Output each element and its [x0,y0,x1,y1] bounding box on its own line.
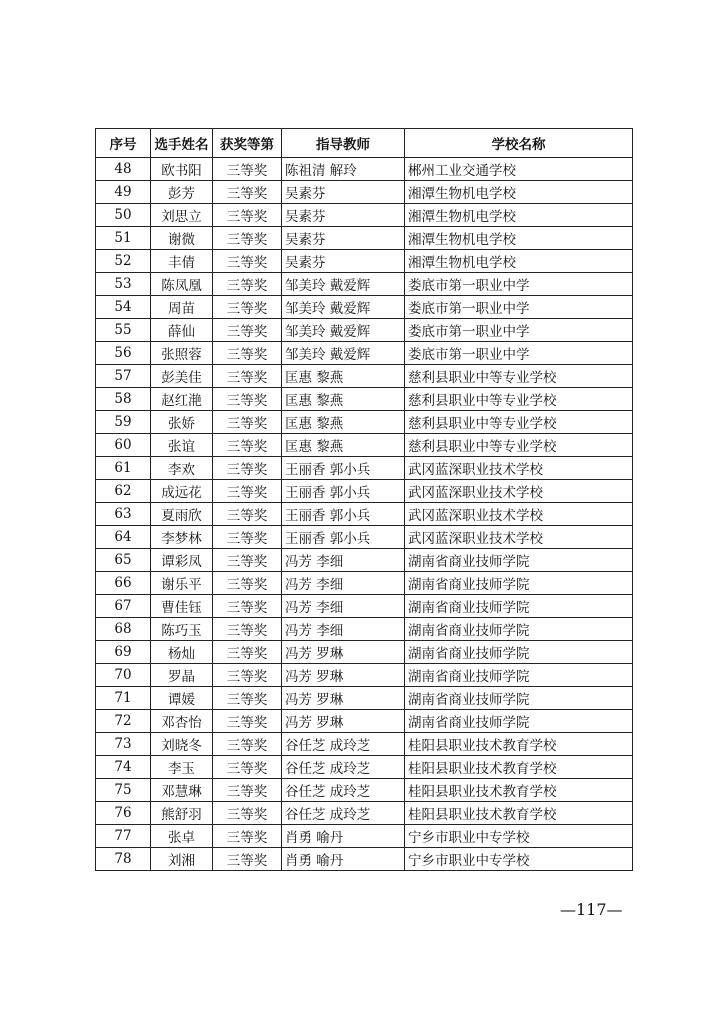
cell-award-level: 三等奖 [213,319,282,342]
cell-contestant-name: 刘湘 [151,848,213,871]
cell-index: 57 [96,365,151,388]
table-row [96,687,633,710]
cell-instructor: 冯芳 罗琳 [282,710,405,733]
cell-contestant-name: 邓杏怡 [151,710,213,733]
cell-index: 72 [96,710,151,733]
cell-award-level: 三等奖 [213,503,282,526]
cell-school-name: 宁乡市职业中专学校 [405,825,633,848]
table-row [96,296,633,319]
cell-index: 71 [96,687,151,710]
table-row [96,503,633,526]
cell-contestant-name: 邓慧琳 [151,779,213,802]
cell-index: 70 [96,664,151,687]
cell-award-level: 三等奖 [213,664,282,687]
table-row [96,779,633,802]
table-row [96,618,633,641]
cell-award-level: 三等奖 [213,365,282,388]
cell-school-name: 湖南省商业技师学院 [405,641,633,664]
cell-school-name: 湘潭生物机电学校 [405,227,633,250]
cell-instructor: 邹美玲 戴爱辉 [282,319,405,342]
table-row [96,756,633,779]
cell-contestant-name: 罗晶 [151,664,213,687]
cell-contestant-name: 熊舒羽 [151,802,213,825]
cell-school-name: 湖南省商业技师学院 [405,595,633,618]
cell-contestant-name: 刘晓冬 [151,733,213,756]
cell-contestant-name: 周苗 [151,296,213,319]
table-row [96,641,633,664]
cell-contestant-name: 陈凤凰 [151,273,213,296]
cell-award-level: 三等奖 [213,595,282,618]
cell-index: 54 [96,296,151,319]
header-school-name: 学校名称 [405,129,633,158]
cell-index: 64 [96,526,151,549]
table-row [96,457,633,480]
table-row [96,204,633,227]
table-row [96,342,633,365]
cell-index: 77 [96,825,151,848]
cell-school-name: 湖南省商业技师学院 [405,618,633,641]
cell-contestant-name: 谭彩凤 [151,549,213,572]
cell-contestant-name: 曹佳钰 [151,595,213,618]
table-row [96,273,633,296]
cell-index: 55 [96,319,151,342]
table-row [96,434,633,457]
cell-school-name: 湖南省商业技师学院 [405,572,633,595]
table-row [96,250,633,273]
cell-instructor: 匡惠 黎燕 [282,365,405,388]
cell-contestant-name: 谢乐平 [151,572,213,595]
cell-index: 69 [96,641,151,664]
cell-school-name: 湘潭生物机电学校 [405,181,633,204]
cell-school-name: 娄底市第一职业中学 [405,342,633,365]
cell-school-name: 娄底市第一职业中学 [405,296,633,319]
cell-instructor: 谷任芝 成玲芝 [282,756,405,779]
cell-contestant-name: 欧书阳 [151,158,213,181]
cell-index: 73 [96,733,151,756]
cell-contestant-name: 薛仙 [151,319,213,342]
cell-contestant-name: 丰倩 [151,250,213,273]
cell-school-name: 湖南省商业技师学院 [405,687,633,710]
cell-index: 48 [96,158,151,181]
cell-instructor: 匡惠 黎燕 [282,411,405,434]
cell-award-level: 三等奖 [213,549,282,572]
cell-instructor: 肖勇 喻丹 [282,825,405,848]
cell-instructor: 冯芳 罗琳 [282,664,405,687]
cell-index: 68 [96,618,151,641]
cell-award-level: 三等奖 [213,710,282,733]
cell-index: 61 [96,457,151,480]
cell-award-level: 三等奖 [213,457,282,480]
cell-instructor: 冯芳 李细 [282,549,405,572]
cell-school-name: 慈利县职业中等专业学校 [405,434,633,457]
cell-index: 60 [96,434,151,457]
cell-award-level: 三等奖 [213,779,282,802]
cell-index: 75 [96,779,151,802]
table-row [96,388,633,411]
cell-award-level: 三等奖 [213,687,282,710]
table-row [96,733,633,756]
cell-award-level: 三等奖 [213,250,282,273]
table-row [96,227,633,250]
cell-instructor: 吴素芬 [282,250,405,273]
cell-school-name: 湘潭生物机电学校 [405,204,633,227]
cell-contestant-name: 赵红滟 [151,388,213,411]
cell-school-name: 湖南省商业技师学院 [405,549,633,572]
cell-instructor: 冯芳 李细 [282,618,405,641]
cell-instructor: 谷任芝 成玲芝 [282,733,405,756]
cell-contestant-name: 成远花 [151,480,213,503]
cell-school-name: 慈利县职业中等专业学校 [405,388,633,411]
header-award-level: 获奖等第 [213,129,282,158]
cell-instructor: 邹美玲 戴爱辉 [282,273,405,296]
table-row [96,825,633,848]
table-row [96,572,633,595]
cell-instructor: 王丽香 郭小兵 [282,457,405,480]
cell-contestant-name: 张谊 [151,434,213,457]
table-header-row [96,129,633,158]
table-row [96,549,633,572]
cell-instructor: 匡惠 黎燕 [282,434,405,457]
cell-instructor: 匡惠 黎燕 [282,388,405,411]
cell-school-name: 武冈蓝深职业技术学校 [405,457,633,480]
cell-contestant-name: 张娇 [151,411,213,434]
cell-award-level: 三等奖 [213,733,282,756]
table-row [96,480,633,503]
cell-award-level: 三等奖 [213,204,282,227]
cell-contestant-name: 彭芳 [151,181,213,204]
table-body [96,158,633,871]
cell-award-level: 三等奖 [213,342,282,365]
cell-award-level: 三等奖 [213,825,282,848]
cell-award-level: 三等奖 [213,848,282,871]
cell-index: 50 [96,204,151,227]
cell-school-name: 桂阳县职业技术教育学校 [405,779,633,802]
cell-school-name: 桂阳县职业技术教育学校 [405,802,633,825]
cell-index: 56 [96,342,151,365]
cell-instructor: 王丽香 郭小兵 [282,526,405,549]
table-row [96,710,633,733]
cell-index: 49 [96,181,151,204]
cell-index: 63 [96,503,151,526]
cell-contestant-name: 谭媛 [151,687,213,710]
cell-award-level: 三等奖 [213,526,282,549]
table-row [96,158,633,181]
cell-school-name: 郴州工业交通学校 [405,158,633,181]
table-row [96,365,633,388]
cell-instructor: 吴素芬 [282,204,405,227]
header-contestant-name: 选手姓名 [151,129,213,158]
cell-contestant-name: 彭美佳 [151,365,213,388]
table-row [96,802,633,825]
header-instructor: 指导教师 [282,129,405,158]
cell-school-name: 武冈蓝深职业技术学校 [405,480,633,503]
cell-index: 58 [96,388,151,411]
cell-instructor: 谷任芝 成玲芝 [282,802,405,825]
cell-contestant-name: 李玉 [151,756,213,779]
cell-award-level: 三等奖 [213,158,282,181]
cell-contestant-name: 陈巧玉 [151,618,213,641]
cell-school-name: 武冈蓝深职业技术学校 [405,526,633,549]
cell-index: 76 [96,802,151,825]
cell-award-level: 三等奖 [213,388,282,411]
cell-school-name: 湘潭生物机电学校 [405,250,633,273]
cell-school-name: 桂阳县职业技术教育学校 [405,733,633,756]
cell-index: 52 [96,250,151,273]
cell-index: 51 [96,227,151,250]
cell-instructor: 邹美玲 戴爱辉 [282,296,405,319]
cell-award-level: 三等奖 [213,273,282,296]
cell-contestant-name: 夏雨欣 [151,503,213,526]
cell-instructor: 肖勇 喻丹 [282,848,405,871]
cell-award-level: 三等奖 [213,434,282,457]
cell-instructor: 王丽香 郭小兵 [282,503,405,526]
cell-index: 67 [96,595,151,618]
cell-award-level: 三等奖 [213,480,282,503]
cell-school-name: 慈利县职业中等专业学校 [405,411,633,434]
cell-instructor: 冯芳 李细 [282,572,405,595]
cell-contestant-name: 杨灿 [151,641,213,664]
table-row [96,848,633,871]
cell-award-level: 三等奖 [213,296,282,319]
cell-contestant-name: 张照蓉 [151,342,213,365]
cell-instructor: 谷任芝 成玲芝 [282,779,405,802]
cell-instructor: 邹美玲 戴爱辉 [282,342,405,365]
cell-award-level: 三等奖 [213,181,282,204]
awards-table [95,128,633,871]
cell-school-name: 娄底市第一职业中学 [405,319,633,342]
cell-award-level: 三等奖 [213,802,282,825]
cell-contestant-name: 李梦林 [151,526,213,549]
cell-school-name: 桂阳县职业技术教育学校 [405,756,633,779]
cell-award-level: 三等奖 [213,227,282,250]
table-row [96,526,633,549]
cell-school-name: 湖南省商业技师学院 [405,710,633,733]
cell-contestant-name: 刘思立 [151,204,213,227]
cell-index: 66 [96,572,151,595]
cell-school-name: 慈利县职业中等专业学校 [405,365,633,388]
cell-index: 62 [96,480,151,503]
table-row [96,411,633,434]
cell-award-level: 三等奖 [213,641,282,664]
table-row [96,664,633,687]
page-number: —117— [560,900,623,919]
cell-instructor: 吴素芬 [282,227,405,250]
cell-school-name: 湖南省商业技师学院 [405,664,633,687]
cell-instructor: 王丽香 郭小兵 [282,480,405,503]
cell-school-name: 武冈蓝深职业技术学校 [405,503,633,526]
cell-instructor: 陈祖清 解玲 [282,158,405,181]
cell-contestant-name: 谢微 [151,227,213,250]
cell-school-name: 宁乡市职业中专学校 [405,848,633,871]
header-index: 序号 [96,129,151,158]
cell-index: 74 [96,756,151,779]
table-row [96,595,633,618]
table-row [96,319,633,342]
cell-index: 59 [96,411,151,434]
cell-award-level: 三等奖 [213,618,282,641]
cell-contestant-name: 张卓 [151,825,213,848]
cell-instructor: 冯芳 罗琳 [282,641,405,664]
cell-instructor: 冯芳 罗琳 [282,687,405,710]
cell-school-name: 娄底市第一职业中学 [405,273,633,296]
cell-award-level: 三等奖 [213,572,282,595]
cell-award-level: 三等奖 [213,411,282,434]
table-row [96,181,633,204]
cell-instructor: 吴素芬 [282,181,405,204]
cell-award-level: 三等奖 [213,756,282,779]
cell-contestant-name: 李欢 [151,457,213,480]
cell-index: 65 [96,549,151,572]
cell-instructor: 冯芳 李细 [282,595,405,618]
cell-index: 78 [96,848,151,871]
cell-index: 53 [96,273,151,296]
